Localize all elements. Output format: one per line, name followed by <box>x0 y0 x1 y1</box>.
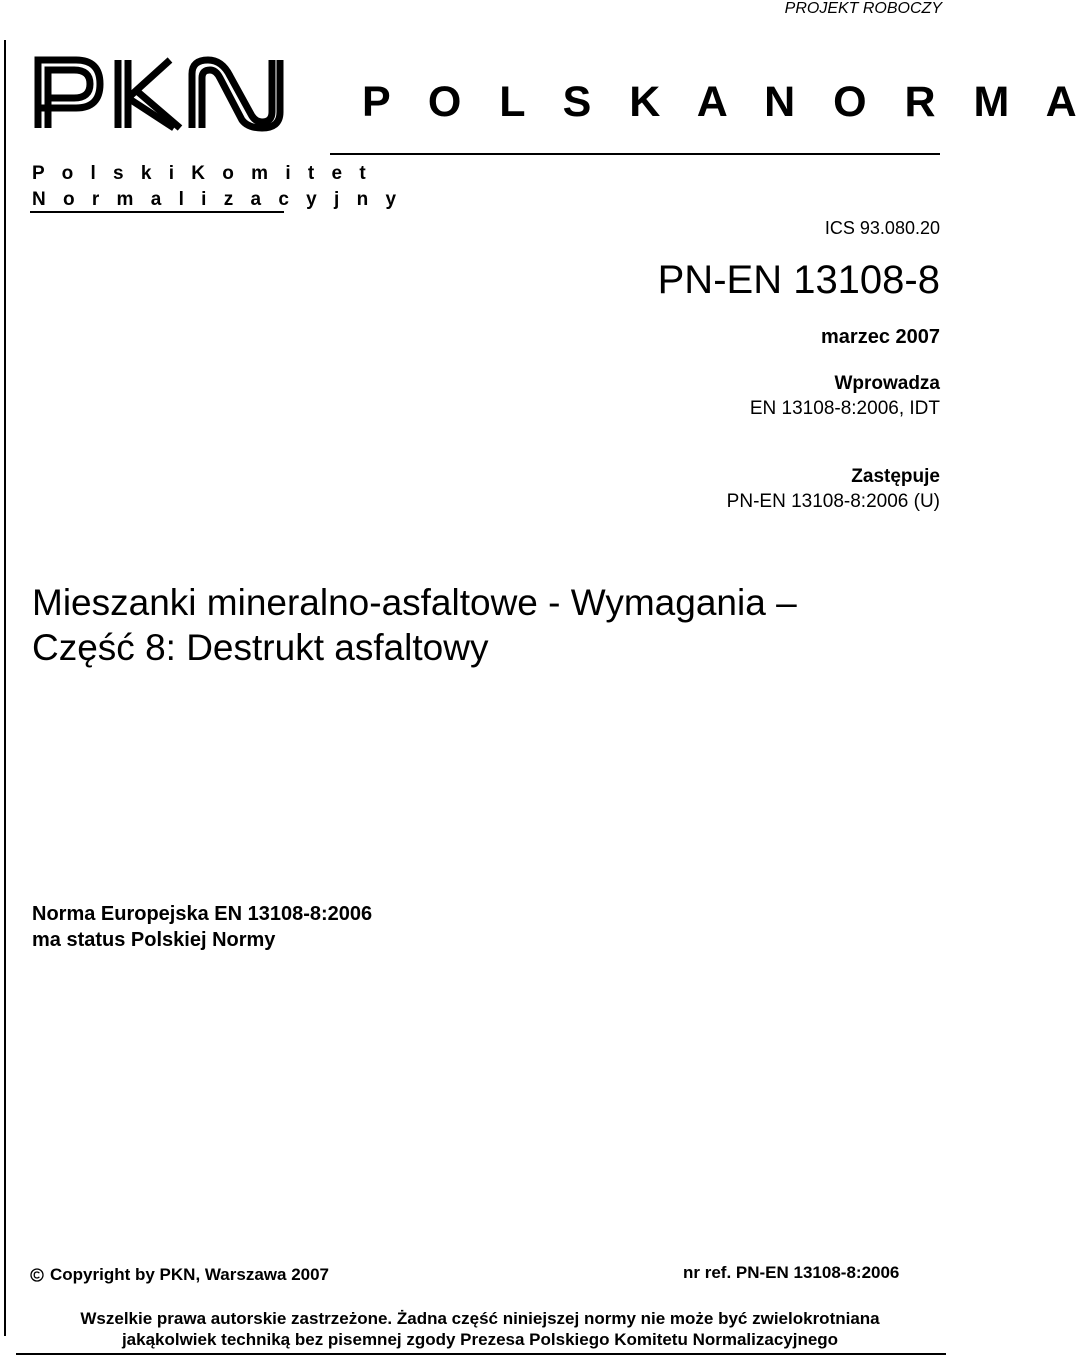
status-line1: Norma Europejska EN 13108-8:2006 <box>32 903 373 925</box>
copyright-text: Copyright by PKN, Warszawa 2007 <box>50 1265 330 1284</box>
organization-name-line1: P o l s k i K o m i t e t <box>32 163 372 184</box>
publication-date: marzec 2007 <box>821 326 940 348</box>
document-title-line2: Część 8: Destrukt asfaltowy <box>32 627 489 668</box>
bottom-rule <box>16 1353 946 1355</box>
standard-number: PN-EN 13108-8 <box>657 258 940 302</box>
replaces-label: Zastępuje <box>851 466 940 487</box>
rights-notice-line1: Wszelkie prawa autorskie zastrzeżone. Żadna część niniejszej normy nie może być zwielokrotniana <box>80 1309 880 1328</box>
left-margin-rule <box>4 40 6 1336</box>
replaces-value: PN-EN 13108-8:2006 (U) <box>726 491 940 512</box>
ics-code: ICS 93.080.20 <box>824 218 940 238</box>
organization-underline <box>30 211 284 213</box>
pkn-logo <box>34 56 282 130</box>
header-rule <box>330 153 940 155</box>
pkn-logo-text: PKN <box>34 56 37 57</box>
rights-notice-line2: jakąkolwiek techniką bez pisemnej zgody Prezesa Polskiego Komitetu Normalizacyjnego <box>121 1330 839 1349</box>
copyright-notice <box>30 1265 329 1285</box>
organization-name-line2: N o r m a l i z a c y j n y <box>32 189 403 210</box>
status-line2: ma status Polskiej Normy <box>32 929 276 951</box>
document-title-line1: Mieszanki mineralno-asfaltowe - Wymagania – <box>32 582 797 623</box>
norm-title: P O L S K A N O R M A <box>362 78 1090 126</box>
reference-number: nr ref. PN-EN 13108-8:2006 <box>683 1263 900 1282</box>
draft-label: PROJEKT ROBOCZY <box>784 0 942 17</box>
introduces-value: EN 13108-8:2006, IDT <box>749 398 940 419</box>
introduces-label: Wprowadza <box>834 373 940 394</box>
copyright-icon <box>30 1268 44 1282</box>
